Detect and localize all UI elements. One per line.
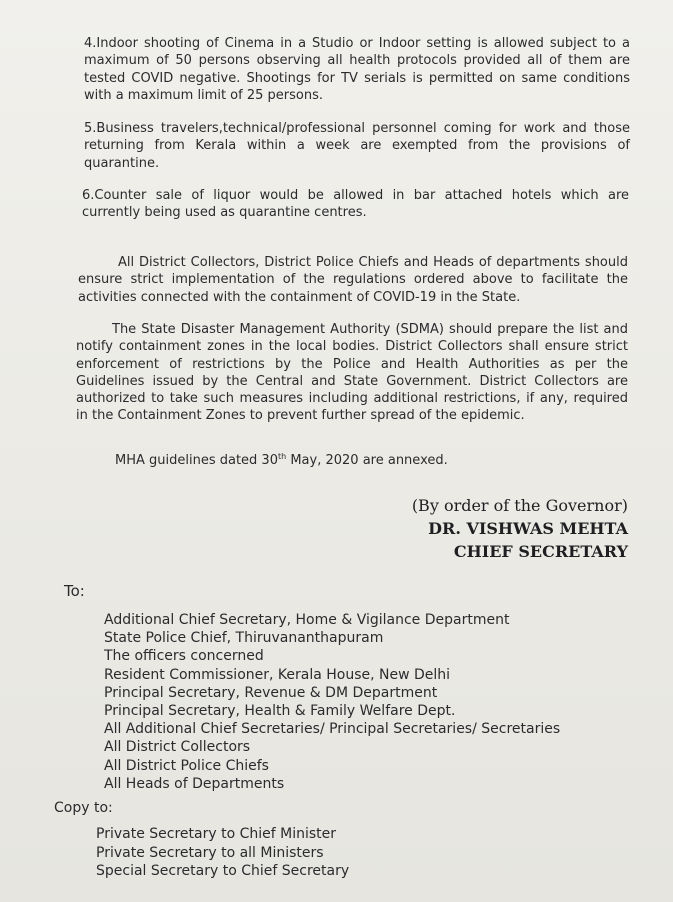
text-line: 4.Indoor shooting of Cinema in a Studio or Indoor setting is allowed subject to a [84,36,630,51]
text-line: The State Disaster Management Authority (SDMA) should prepare the list and [112,322,628,337]
to-recipient-list [104,611,560,793]
text-line: 6.Counter sale of liquor would be allowed in bar attached hotels which are [82,188,629,203]
list-item: Special Secretary to Chief Secretary [96,863,350,880]
list-item: All Additional Chief Secretaries/ Principal Secretaries/ Secretaries [104,721,561,738]
annex-text: MHA guidelines dated 30 [115,453,278,468]
list-item: Principal Secretary, Revenue & DM Department [104,684,438,701]
text-line: returning from Kerala within a week are exempted from the provisions of [84,138,630,154]
point-4 [84,35,630,104]
list-item: Principal Secretary, Health & Family Welfare Dept. [104,703,456,720]
annex-text-tail: May, 2020 are annexed. [286,453,448,468]
signature-name: DR. VISHWAS MEHTA [428,519,628,538]
text-line: currently being used as quarantine centres. [82,205,367,221]
list-item: The officers concerned [104,648,264,665]
text-line: quarantine. [84,155,160,171]
text-line: authorized to take such measures including additional restrictions, if any, required [76,391,628,407]
list-item: Private Secretary to all Ministers [96,844,324,861]
text-line: maximum of 50 persons observing all health protocols provided all of them are [84,53,630,69]
signature-title: CHIEF SECRETARY [453,542,628,561]
signature-order: (By order of the Governor) [411,496,628,515]
list-item: Additional Chief Secretary, Home & Vigilance Department [104,612,510,628]
text-line: enforcement of restrictions by the Police and Health Authorities as per the [76,356,628,372]
to-label: To: [64,582,85,600]
text-line: notify containment zones in the local bodies. District Collectors shall ensure strict [76,339,628,355]
text-line: Guidelines issued by the Central and State Government. District Collectors are [76,373,628,389]
point-6 [82,187,629,222]
text-line: with a maximum limit of 25 persons. [84,87,323,103]
text-line: tested COVID negative. Shootings for TV serials is permitted on same conditions [84,70,630,86]
list-item: All District Collectors [104,739,251,756]
point-5 [84,120,630,172]
list-item: All District Police Chiefs [104,757,269,774]
list-item: Private Secretary to Chief Minister [96,826,336,842]
paragraph-implementation [78,254,628,306]
text-line: in the Containment Zones to prevent further spread of the epidemic. [76,408,525,424]
text-line: activities connected with the containment of COVID-19 in the State. [78,289,521,305]
paragraph-sdma [76,321,628,425]
annex-superscript: th [277,452,287,461]
text-line: ensure strict implementation of the regulations ordered above to facilitate the [78,272,628,288]
annex-note [115,452,448,469]
text-line: 5.Business travelers,technical/professional personnel coming for work and those [84,121,630,136]
text-line: All District Collectors, District Police Chiefs and Heads of departments should [118,255,628,270]
list-item: All Heads of Departments [104,775,285,792]
copy-recipient-list [96,825,349,881]
copy-label: Copy to: [54,800,113,816]
list-item: State Police Chief, Thiruvananthapuram [104,630,384,647]
list-item: Resident Commissioner, Kerala House, New Delhi [104,666,451,683]
